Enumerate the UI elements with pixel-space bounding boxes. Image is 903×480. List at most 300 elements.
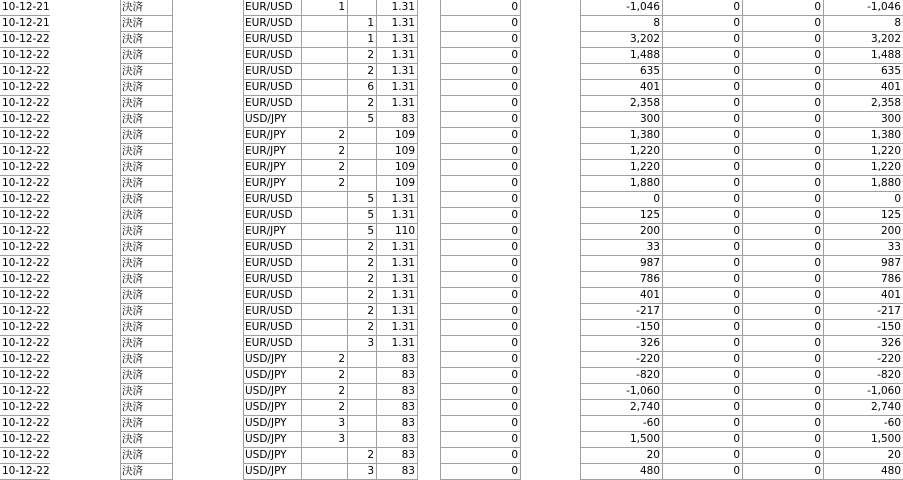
cell-rate[interactable]: 1.31 xyxy=(391,1,415,13)
cell-profit-loss[interactable]: 1,880 xyxy=(629,177,660,189)
cell-date[interactable]: 10-12-21 xyxy=(2,17,50,29)
cell-date[interactable]: 10-12-22 xyxy=(2,81,50,93)
cell-pair[interactable]: EUR/USD xyxy=(245,337,293,349)
cell-profit-loss[interactable]: 480 xyxy=(639,465,660,477)
cell-col-a[interactable]: 0 xyxy=(733,193,740,205)
cell-total[interactable]: 480 xyxy=(880,465,901,477)
cell-profit-loss[interactable]: 3,202 xyxy=(629,33,660,45)
cell-sell-qty[interactable] xyxy=(347,368,376,384)
cell-col-b[interactable]: 0 xyxy=(814,129,821,141)
cell-type[interactable]: 決済 xyxy=(122,369,143,381)
cell-total[interactable]: 200 xyxy=(880,225,901,237)
cell-rate[interactable]: 83 xyxy=(401,433,415,445)
cell-profit-loss[interactable]: 125 xyxy=(639,209,660,221)
cell-rate[interactable]: 83 xyxy=(401,353,415,365)
cell-rate[interactable]: 1.31 xyxy=(391,273,415,285)
cell-profit-loss[interactable]: -1,046 xyxy=(626,1,660,13)
cell-col-a[interactable]: 0 xyxy=(733,81,740,93)
cell-type[interactable]: 決済 xyxy=(122,273,143,285)
cell-date[interactable]: 10-12-22 xyxy=(2,353,50,365)
cell-col-b[interactable]: 0 xyxy=(814,113,821,125)
cell-col-b[interactable]: 0 xyxy=(814,1,821,13)
cell-rate[interactable]: 83 xyxy=(401,449,415,461)
cell-sell-qty[interactable]: 2 xyxy=(367,49,374,61)
cell-sell-qty[interactable]: 1 xyxy=(367,33,374,45)
cell-pair[interactable]: EUR/USD xyxy=(245,49,293,61)
cell-sell-qty[interactable] xyxy=(347,144,376,160)
cell-total[interactable]: 401 xyxy=(880,81,901,93)
cell-col-a[interactable]: 0 xyxy=(733,401,740,413)
cell-total[interactable]: 8 xyxy=(894,17,901,29)
cell-rate[interactable]: 1.31 xyxy=(391,337,415,349)
cell-type[interactable]: 決済 xyxy=(122,49,143,61)
cell-total[interactable]: 2,740 xyxy=(870,401,901,413)
cell-type[interactable]: 決済 xyxy=(122,193,143,205)
cell-swap[interactable]: 0 xyxy=(511,305,518,317)
cell-type[interactable]: 決済 xyxy=(122,209,143,221)
cell-swap[interactable]: 0 xyxy=(511,129,518,141)
cell-buy-qty[interactable] xyxy=(301,32,347,48)
cell-total[interactable]: 635 xyxy=(880,65,901,77)
cell-col-b[interactable]: 0 xyxy=(814,209,821,221)
cell-sell-qty[interactable]: 2 xyxy=(367,449,374,461)
cell-buy-qty[interactable]: 3 xyxy=(338,417,345,429)
cell-date[interactable]: 10-12-22 xyxy=(2,145,50,157)
cell-sell-qty[interactable]: 5 xyxy=(367,113,374,125)
cell-type[interactable]: 決済 xyxy=(122,241,143,253)
cell-pair[interactable]: EUR/USD xyxy=(245,241,293,253)
cell-total[interactable]: 326 xyxy=(880,337,901,349)
cell-rate[interactable]: 1.31 xyxy=(391,17,415,29)
cell-buy-qty[interactable] xyxy=(301,256,347,272)
cell-col-b[interactable]: 0 xyxy=(814,417,821,429)
cell-swap[interactable]: 0 xyxy=(511,177,518,189)
cell-col-b[interactable]: 0 xyxy=(814,353,821,365)
cell-rate[interactable]: 83 xyxy=(401,401,415,413)
cell-sell-qty[interactable]: 2 xyxy=(367,273,374,285)
cell-col-a[interactable]: 0 xyxy=(733,65,740,77)
cell-col-b[interactable]: 0 xyxy=(814,33,821,45)
cell-date[interactable]: 10-12-22 xyxy=(2,449,50,461)
cell-col-b[interactable]: 0 xyxy=(814,161,821,173)
cell-profit-loss[interactable]: 786 xyxy=(639,273,660,285)
cell-date[interactable]: 10-12-22 xyxy=(2,289,50,301)
cell-date[interactable]: 10-12-22 xyxy=(2,161,50,173)
cell-date[interactable]: 10-12-22 xyxy=(2,337,50,349)
cell-swap[interactable]: 0 xyxy=(511,417,518,429)
cell-rate[interactable]: 83 xyxy=(401,385,415,397)
cell-rate[interactable]: 1.31 xyxy=(391,321,415,333)
cell-swap[interactable]: 0 xyxy=(511,321,518,333)
cell-type[interactable]: 決済 xyxy=(122,81,143,93)
cell-rate[interactable]: 83 xyxy=(401,113,415,125)
cell-col-a[interactable]: 0 xyxy=(733,321,740,333)
cell-sell-qty[interactable] xyxy=(347,432,376,448)
cell-total[interactable]: 401 xyxy=(880,289,901,301)
cell-pair[interactable]: EUR/USD xyxy=(245,193,293,205)
cell-swap[interactable]: 0 xyxy=(511,225,518,237)
cell-date[interactable]: 10-12-22 xyxy=(2,209,50,221)
cell-swap[interactable]: 0 xyxy=(511,49,518,61)
cell-total[interactable]: 20 xyxy=(887,449,901,461)
cell-total[interactable]: 1,380 xyxy=(870,129,901,141)
cell-pair[interactable]: USD/JPY xyxy=(245,113,287,125)
cell-rate[interactable]: 1.31 xyxy=(391,33,415,45)
cell-date[interactable]: 10-12-22 xyxy=(2,113,50,125)
cell-sell-qty[interactable] xyxy=(347,416,376,432)
cell-profit-loss[interactable]: 1,488 xyxy=(629,49,660,61)
cell-pair[interactable]: EUR/USD xyxy=(245,257,293,269)
cell-type[interactable]: 決済 xyxy=(122,17,143,29)
cell-type[interactable]: 決済 xyxy=(122,113,143,125)
cell-profit-loss[interactable]: -60 xyxy=(642,417,660,429)
cell-swap[interactable]: 0 xyxy=(511,33,518,45)
cell-profit-loss[interactable]: 326 xyxy=(639,337,660,349)
cell-profit-loss[interactable]: 1,500 xyxy=(629,433,660,445)
cell-buy-qty[interactable] xyxy=(301,208,347,224)
cell-sell-qty[interactable] xyxy=(347,400,376,416)
cell-rate[interactable]: 109 xyxy=(394,129,415,141)
cell-swap[interactable]: 0 xyxy=(511,65,518,77)
cell-type[interactable]: 決済 xyxy=(122,401,143,413)
cell-swap[interactable]: 0 xyxy=(511,385,518,397)
cell-pair[interactable]: USD/JPY xyxy=(245,433,287,445)
cell-pair[interactable]: EUR/USD xyxy=(245,65,293,77)
cell-swap[interactable]: 0 xyxy=(511,433,518,445)
cell-col-a[interactable]: 0 xyxy=(733,17,740,29)
cell-swap[interactable]: 0 xyxy=(511,465,518,477)
cell-rate[interactable]: 109 xyxy=(394,145,415,157)
cell-pair[interactable]: USD/JPY xyxy=(245,465,287,477)
cell-sell-qty[interactable]: 5 xyxy=(367,193,374,205)
cell-pair[interactable]: EUR/JPY xyxy=(245,225,286,237)
cell-pair[interactable]: EUR/USD xyxy=(245,33,293,45)
cell-sell-qty[interactable]: 2 xyxy=(367,97,374,109)
cell-profit-loss[interactable]: 0 xyxy=(653,193,660,205)
cell-col-b[interactable]: 0 xyxy=(814,17,821,29)
cell-date[interactable]: 10-12-22 xyxy=(2,97,50,109)
cell-date[interactable]: 10-12-22 xyxy=(2,433,50,445)
cell-col-a[interactable]: 0 xyxy=(733,113,740,125)
cell-col-a[interactable]: 0 xyxy=(733,257,740,269)
cell-pair[interactable]: EUR/JPY xyxy=(245,177,286,189)
cell-col-a[interactable]: 0 xyxy=(733,241,740,253)
cell-date[interactable]: 10-12-22 xyxy=(2,465,50,477)
cell-total[interactable]: -220 xyxy=(877,353,901,365)
cell-col-a[interactable]: 0 xyxy=(733,417,740,429)
cell-type[interactable]: 決済 xyxy=(122,225,143,237)
cell-buy-qty[interactable] xyxy=(301,272,347,288)
cell-buy-qty[interactable] xyxy=(301,96,347,112)
cell-col-b[interactable]: 0 xyxy=(814,337,821,349)
cell-profit-loss[interactable]: 401 xyxy=(639,289,660,301)
cell-rate[interactable]: 1.31 xyxy=(391,81,415,93)
cell-swap[interactable]: 0 xyxy=(511,401,518,413)
cell-pair[interactable]: EUR/USD xyxy=(245,209,293,221)
cell-total[interactable]: -217 xyxy=(877,305,901,317)
cell-col-b[interactable]: 0 xyxy=(814,257,821,269)
cell-type[interactable]: 決済 xyxy=(122,433,143,445)
cell-sell-qty[interactable]: 2 xyxy=(367,257,374,269)
cell-pair[interactable]: USD/JPY xyxy=(245,353,287,365)
cell-col-b[interactable]: 0 xyxy=(814,241,821,253)
cell-col-a[interactable]: 0 xyxy=(733,449,740,461)
cell-type[interactable]: 決済 xyxy=(122,305,143,317)
cell-col-a[interactable]: 0 xyxy=(733,289,740,301)
cell-date[interactable]: 10-12-22 xyxy=(2,49,50,61)
cell-type[interactable]: 決済 xyxy=(122,33,143,45)
cell-type[interactable]: 決済 xyxy=(122,449,143,461)
cell-col-b[interactable]: 0 xyxy=(814,65,821,77)
cell-swap[interactable]: 0 xyxy=(511,337,518,349)
cell-date[interactable]: 10-12-22 xyxy=(2,369,50,381)
cell-col-a[interactable]: 0 xyxy=(733,465,740,477)
cell-total[interactable]: -60 xyxy=(883,417,901,429)
cell-col-b[interactable]: 0 xyxy=(814,465,821,477)
cell-date[interactable]: 10-12-22 xyxy=(2,273,50,285)
cell-pair[interactable]: USD/JPY xyxy=(245,417,287,429)
cell-col-a[interactable]: 0 xyxy=(733,49,740,61)
cell-pair[interactable]: USD/JPY xyxy=(245,449,287,461)
cell-buy-qty[interactable]: 2 xyxy=(338,145,345,157)
cell-pair[interactable]: EUR/USD xyxy=(245,321,293,333)
cell-date[interactable]: 10-12-22 xyxy=(2,305,50,317)
cell-buy-qty[interactable]: 1 xyxy=(338,1,345,13)
cell-sell-qty[interactable]: 2 xyxy=(367,321,374,333)
cell-col-a[interactable]: 0 xyxy=(733,305,740,317)
cell-profit-loss[interactable]: 635 xyxy=(639,65,660,77)
cell-total[interactable]: 33 xyxy=(887,241,901,253)
cell-date[interactable]: 10-12-22 xyxy=(2,385,50,397)
cell-pair[interactable]: EUR/USD xyxy=(245,97,293,109)
cell-total[interactable]: -820 xyxy=(877,369,901,381)
cell-col-b[interactable]: 0 xyxy=(814,49,821,61)
cell-date[interactable]: 10-12-22 xyxy=(2,417,50,429)
cell-buy-qty[interactable]: 3 xyxy=(338,433,345,445)
cell-type[interactable]: 決済 xyxy=(122,417,143,429)
cell-col-a[interactable]: 0 xyxy=(733,225,740,237)
cell-buy-qty[interactable] xyxy=(301,48,347,64)
cell-profit-loss[interactable]: -1,060 xyxy=(626,385,660,397)
cell-date[interactable]: 10-12-21 xyxy=(2,1,50,13)
cell-sell-qty[interactable] xyxy=(347,160,376,176)
cell-swap[interactable]: 0 xyxy=(511,257,518,269)
cell-col-b[interactable]: 0 xyxy=(814,369,821,381)
cell-rate[interactable]: 83 xyxy=(401,369,415,381)
cell-profit-loss[interactable]: 2,740 xyxy=(629,401,660,413)
cell-total[interactable]: 300 xyxy=(880,113,901,125)
cell-sell-qty[interactable]: 2 xyxy=(367,65,374,77)
cell-rate[interactable]: 1.31 xyxy=(391,193,415,205)
cell-total[interactable]: 1,880 xyxy=(870,177,901,189)
cell-col-a[interactable]: 0 xyxy=(733,273,740,285)
cell-sell-qty[interactable]: 5 xyxy=(367,209,374,221)
cell-profit-loss[interactable]: -820 xyxy=(636,369,660,381)
cell-col-a[interactable]: 0 xyxy=(733,433,740,445)
cell-total[interactable]: 0 xyxy=(894,193,901,205)
cell-swap[interactable]: 0 xyxy=(511,113,518,125)
cell-col-b[interactable]: 0 xyxy=(814,305,821,317)
cell-col-b[interactable]: 0 xyxy=(814,321,821,333)
cell-type[interactable]: 決済 xyxy=(122,465,143,477)
cell-sell-qty[interactable]: 6 xyxy=(367,81,374,93)
cell-date[interactable]: 10-12-22 xyxy=(2,225,50,237)
cell-pair[interactable]: USD/JPY xyxy=(245,385,287,397)
cell-date[interactable]: 10-12-22 xyxy=(2,241,50,253)
cell-sell-qty[interactable]: 2 xyxy=(367,241,374,253)
cell-col-b[interactable]: 0 xyxy=(814,177,821,189)
cell-col-b[interactable]: 0 xyxy=(814,225,821,237)
cell-col-a[interactable]: 0 xyxy=(733,177,740,189)
cell-col-b[interactable]: 0 xyxy=(814,145,821,157)
cell-buy-qty[interactable]: 2 xyxy=(338,353,345,365)
cell-buy-qty[interactable] xyxy=(301,16,347,32)
cell-date[interactable]: 10-12-22 xyxy=(2,65,50,77)
cell-pair[interactable]: EUR/USD xyxy=(245,305,293,317)
cell-swap[interactable]: 0 xyxy=(511,145,518,157)
cell-buy-qty[interactable] xyxy=(301,304,347,320)
cell-type[interactable]: 決済 xyxy=(122,385,143,397)
cell-profit-loss[interactable]: 1,220 xyxy=(629,161,660,173)
cell-col-a[interactable]: 0 xyxy=(733,97,740,109)
cell-swap[interactable]: 0 xyxy=(511,369,518,381)
cell-type[interactable]: 決済 xyxy=(122,177,143,189)
cell-buy-qty[interactable]: 2 xyxy=(338,401,345,413)
cell-date[interactable]: 10-12-22 xyxy=(2,129,50,141)
cell-buy-qty[interactable]: 2 xyxy=(338,369,345,381)
cell-date[interactable]: 10-12-22 xyxy=(2,321,50,333)
cell-date[interactable]: 10-12-22 xyxy=(2,33,50,45)
cell-sell-qty[interactable] xyxy=(347,176,376,192)
cell-pair[interactable]: EUR/JPY xyxy=(245,129,286,141)
cell-buy-qty[interactable] xyxy=(301,240,347,256)
cell-buy-qty[interactable] xyxy=(301,192,347,208)
cell-rate[interactable]: 83 xyxy=(401,465,415,477)
cell-col-b[interactable]: 0 xyxy=(814,385,821,397)
cell-pair[interactable]: EUR/USD xyxy=(245,17,293,29)
cell-col-b[interactable]: 0 xyxy=(814,97,821,109)
cell-buy-qty[interactable] xyxy=(301,224,347,240)
cell-type[interactable]: 決済 xyxy=(122,289,143,301)
cell-profit-loss[interactable]: 1,380 xyxy=(629,129,660,141)
cell-swap[interactable]: 0 xyxy=(511,97,518,109)
cell-profit-loss[interactable]: -220 xyxy=(636,353,660,365)
cell-pair[interactable]: EUR/JPY xyxy=(245,161,286,173)
cell-swap[interactable]: 0 xyxy=(511,273,518,285)
cell-profit-loss[interactable]: 200 xyxy=(639,225,660,237)
cell-sell-qty[interactable] xyxy=(347,0,376,16)
cell-profit-loss[interactable]: 1,220 xyxy=(629,145,660,157)
cell-rate[interactable]: 1.31 xyxy=(391,289,415,301)
cell-total[interactable]: 1,500 xyxy=(870,433,901,445)
cell-pair[interactable]: EUR/USD xyxy=(245,289,293,301)
cell-buy-qty[interactable] xyxy=(301,336,347,352)
cell-sell-qty[interactable]: 1 xyxy=(367,17,374,29)
cell-type[interactable]: 決済 xyxy=(122,353,143,365)
cell-col-a[interactable]: 0 xyxy=(733,145,740,157)
cell-sell-qty[interactable]: 3 xyxy=(367,465,374,477)
cell-pair[interactable]: EUR/USD xyxy=(245,273,293,285)
cell-pair[interactable]: EUR/JPY xyxy=(245,145,286,157)
cell-col-a[interactable]: 0 xyxy=(733,161,740,173)
cell-profit-loss[interactable]: 2,358 xyxy=(629,97,660,109)
cell-date[interactable]: 10-12-22 xyxy=(2,401,50,413)
cell-profit-loss[interactable]: 300 xyxy=(639,113,660,125)
cell-sell-qty[interactable]: 3 xyxy=(367,337,374,349)
cell-buy-qty[interactable] xyxy=(301,464,347,480)
cell-swap[interactable]: 0 xyxy=(511,289,518,301)
cell-col-b[interactable]: 0 xyxy=(814,81,821,93)
cell-rate[interactable]: 109 xyxy=(394,177,415,189)
cell-buy-qty[interactable]: 2 xyxy=(338,161,345,173)
cell-rate[interactable]: 1.31 xyxy=(391,305,415,317)
cell-col-b[interactable]: 0 xyxy=(814,401,821,413)
cell-col-a[interactable]: 0 xyxy=(733,353,740,365)
cell-total[interactable]: 1,488 xyxy=(870,49,901,61)
cell-type[interactable]: 決済 xyxy=(122,337,143,349)
cell-swap[interactable]: 0 xyxy=(511,209,518,221)
cell-date[interactable]: 10-12-22 xyxy=(2,177,50,189)
cell-swap[interactable]: 0 xyxy=(511,449,518,461)
cell-profit-loss[interactable]: 987 xyxy=(639,257,660,269)
cell-col-a[interactable]: 0 xyxy=(733,385,740,397)
cell-profit-loss[interactable]: 20 xyxy=(646,449,660,461)
cell-pair[interactable]: EUR/USD xyxy=(245,81,293,93)
cell-total[interactable]: -1,046 xyxy=(867,1,901,13)
cell-col-b[interactable]: 0 xyxy=(814,449,821,461)
cell-col-a[interactable]: 0 xyxy=(733,369,740,381)
cell-col-b[interactable]: 0 xyxy=(814,433,821,445)
cell-col-a[interactable]: 0 xyxy=(733,33,740,45)
cell-col-a[interactable]: 0 xyxy=(733,129,740,141)
cell-total[interactable]: 786 xyxy=(880,273,901,285)
cell-swap[interactable]: 0 xyxy=(511,193,518,205)
cell-col-b[interactable]: 0 xyxy=(814,289,821,301)
cell-swap[interactable]: 0 xyxy=(511,1,518,13)
cell-buy-qty[interactable] xyxy=(301,288,347,304)
cell-profit-loss[interactable]: -150 xyxy=(636,321,660,333)
cell-type[interactable]: 決済 xyxy=(122,161,143,173)
cell-date[interactable]: 10-12-22 xyxy=(2,193,50,205)
cell-total[interactable]: 1,220 xyxy=(870,145,901,157)
cell-sell-qty[interactable]: 2 xyxy=(367,305,374,317)
cell-total[interactable]: 3,202 xyxy=(870,33,901,45)
cell-pair[interactable]: USD/JPY xyxy=(245,369,287,381)
cell-sell-qty[interactable] xyxy=(347,128,376,144)
cell-buy-qty[interactable] xyxy=(301,112,347,128)
cell-total[interactable]: 125 xyxy=(880,209,901,221)
cell-total[interactable]: -150 xyxy=(877,321,901,333)
cell-buy-qty[interactable] xyxy=(301,64,347,80)
cell-buy-qty[interactable] xyxy=(301,80,347,96)
cell-date[interactable]: 10-12-22 xyxy=(2,257,50,269)
cell-type[interactable]: 決済 xyxy=(122,65,143,77)
cell-swap[interactable]: 0 xyxy=(511,241,518,253)
cell-type[interactable]: 決済 xyxy=(122,97,143,109)
cell-total[interactable]: 987 xyxy=(880,257,901,269)
cell-type[interactable]: 決済 xyxy=(122,145,143,157)
cell-col-a[interactable]: 0 xyxy=(733,337,740,349)
cell-pair[interactable]: EUR/USD xyxy=(245,1,293,13)
cell-total[interactable]: -1,060 xyxy=(867,385,901,397)
cell-swap[interactable]: 0 xyxy=(511,353,518,365)
cell-rate[interactable]: 1.31 xyxy=(391,97,415,109)
cell-type[interactable]: 決済 xyxy=(122,257,143,269)
cell-total[interactable]: 2,358 xyxy=(870,97,901,109)
cell-rate[interactable]: 1.31 xyxy=(391,241,415,253)
cell-type[interactable]: 決済 xyxy=(122,321,143,333)
cell-sell-qty[interactable]: 5 xyxy=(367,225,374,237)
